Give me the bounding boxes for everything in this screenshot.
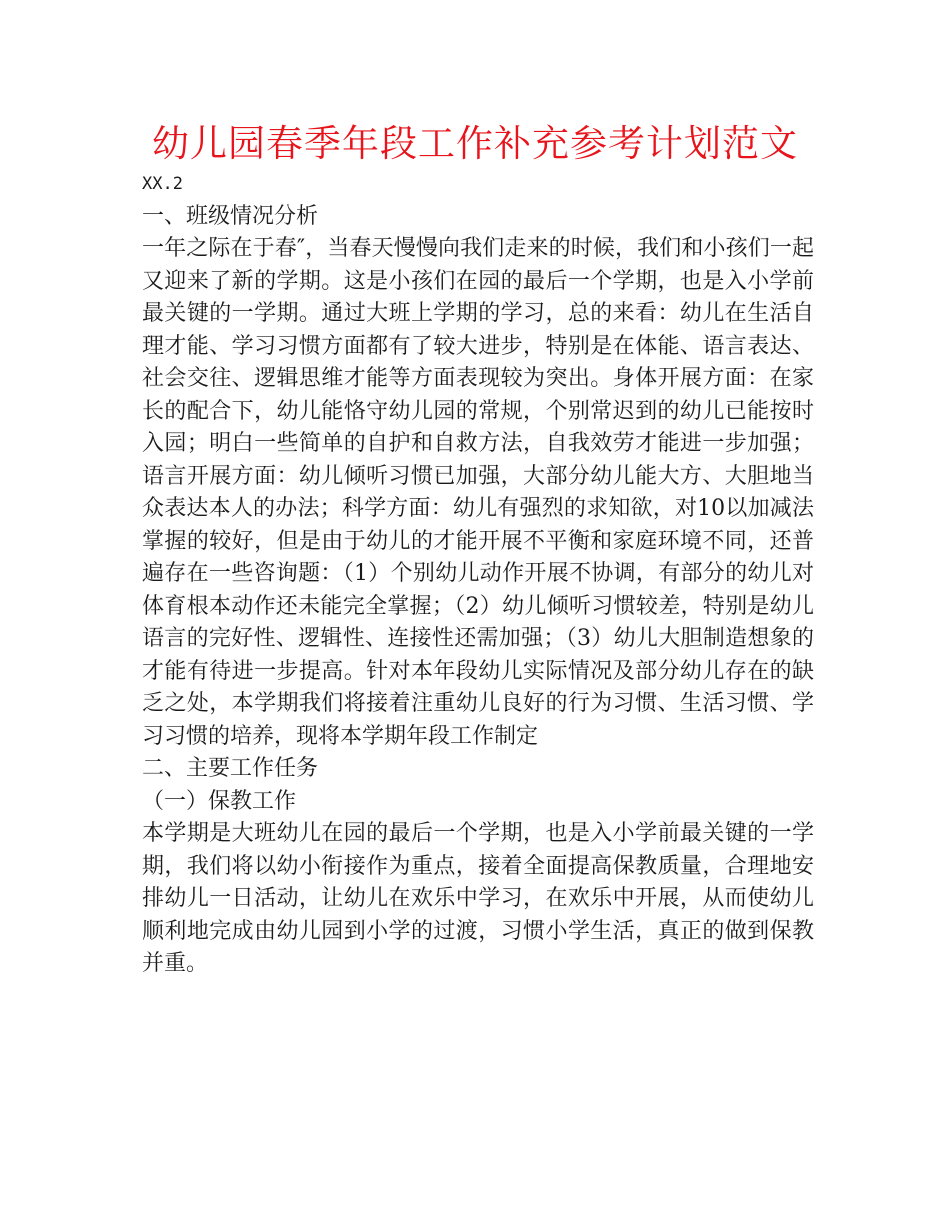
subsection-heading-education: （一）保教工作 xyxy=(142,788,297,814)
section-heading-main-tasks: 二、主要工作任务 xyxy=(142,756,319,781)
section-heading-class-analysis: 一、班级情况分析 xyxy=(142,203,319,229)
paragraph-class-analysis: 一年之际在于春″，当春天慢慢向我们走来的时候，我们和小孩们一起又迎来了新的学期。这是小孩们在园的最后一个学期，也是入小学前最关键的一学期。通过大班上学期的学习，总的来看：幼儿在生活自理才能、学习习惯方面都有了较大进步，特别是在体能、语言表达、社会交往、逻辑思维才能等方面表现较为突出。身体开展方面：在家长的配合下，幼儿能恪守幼儿园的常规，个别常迟到的幼儿已能按时入园；明白一些简单的自护和自救方法，自我效劳才能进一步加强；语言开展方面：幼儿倾听习惯已加强，大部分幼儿能大方、大胆地当众表达本人的办法；科学方面：幼儿有强烈的求知欲，对10以加减法掌握的较好，但是由于幼儿的才能开展不平衡和家庭环境不同，还普遍存在一些咨询题：（1）个别幼儿动作开展不协调，有部分的幼儿对体育根本动作还未能完全掌握；（2）幼儿倾听习惯较差，特别是幼儿语言的完好性、逻辑性、连接性还需加强；（3）幼儿大胆制造想象的才能有待进一步提高。针对本年段幼儿实际情况及部分幼儿存在的缺乏之处，本学期我们将接着注重幼儿良好的行为习惯、生活习惯、学习习惯的培养，现将本学期年段工作制定 xyxy=(142,236,814,749)
paragraph-education: 本学期是大班幼儿在园的最后一个学期，也是入小学前最关键的一学期，我们将以幼小衔接作为重点，接着全面提高保教质量，合理地安排幼儿一日活动，让幼儿在欢乐中学习，在欢乐中开展，从而使幼儿顺利地完成由幼儿园到小学的过渡，习惯小学生活，真正的做到保教并重。 xyxy=(142,821,814,976)
document-date: XX.2 xyxy=(142,174,183,194)
document-title: 幼儿园春季年段工作补充参考计划范文 xyxy=(152,122,798,165)
document-body xyxy=(142,168,814,981)
